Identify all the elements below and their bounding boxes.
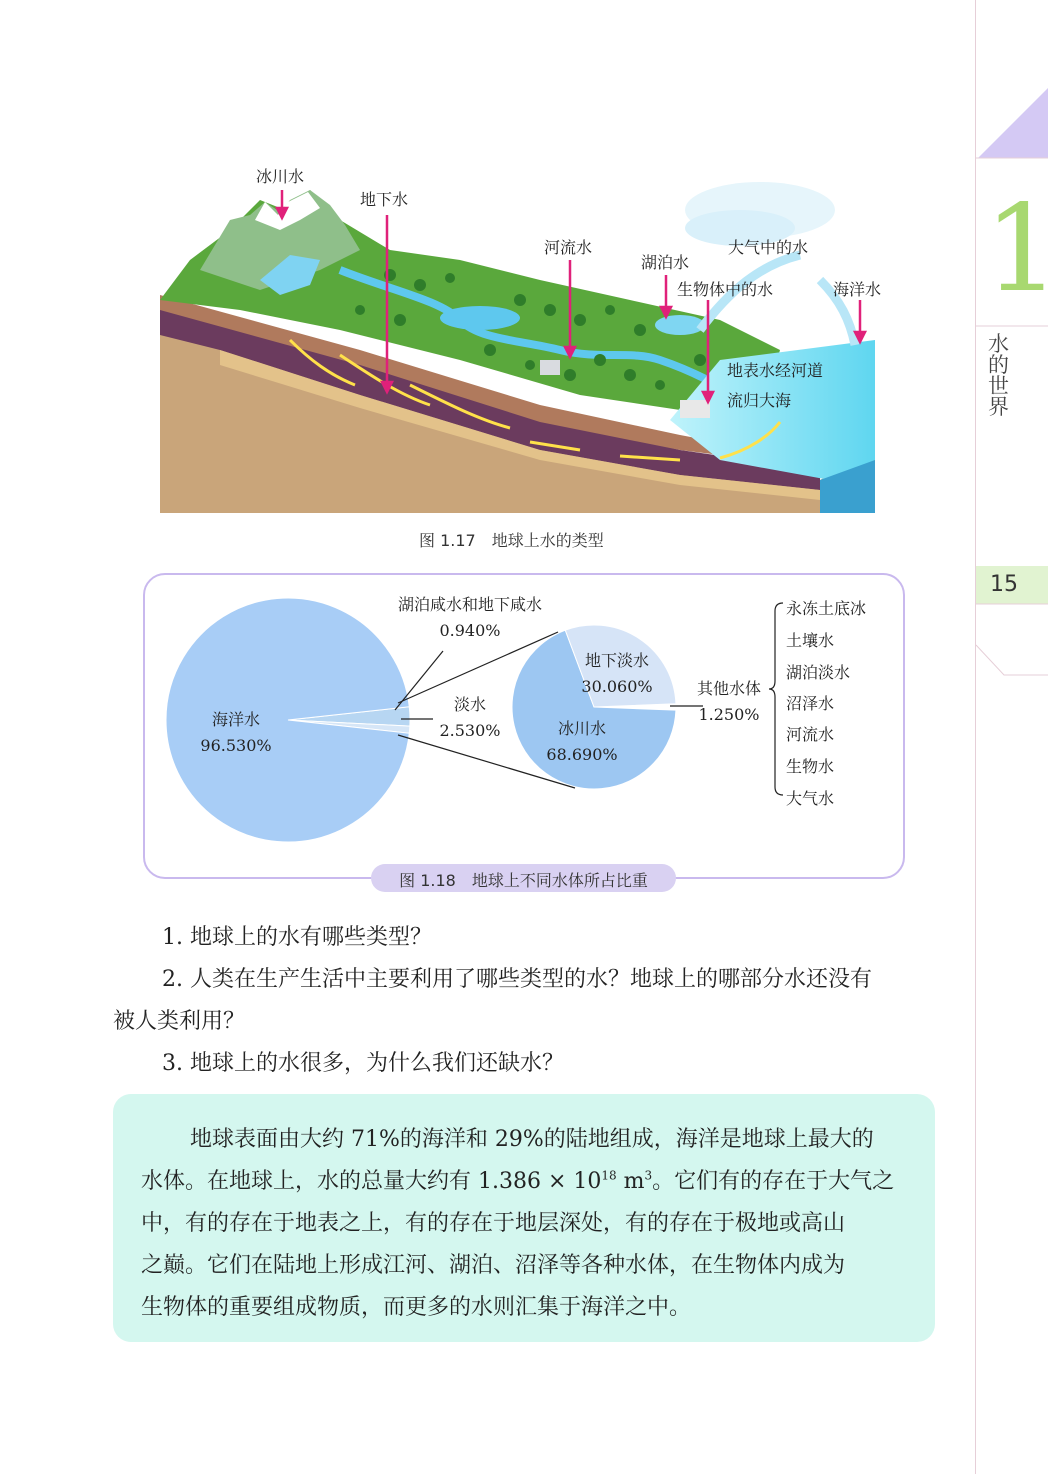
label-surface-water-2: 流归大海: [727, 391, 792, 410]
other-water-item: 永冻土底冰: [786, 599, 867, 618]
label-surface-water-1: 地表水经河道: [727, 361, 824, 380]
label-groundwater: 地下水: [360, 190, 409, 209]
info-line-5: 生物体的重要组成物质，而更多的水则汇集于海洋之中。: [141, 1295, 692, 1320]
question-1: 1. 地球上的水有哪些类型？: [162, 925, 432, 950]
label-atmospheric-water: 大气中的水: [728, 238, 809, 257]
label-fresh-groundwater: 地下淡水 30.060%: [581, 651, 653, 696]
figure-117-caption: 图 1.17 地球上水的类型: [419, 531, 604, 550]
chapter-number: 1: [984, 180, 1060, 319]
chapter-title: 水的世界: [988, 332, 1009, 419]
figure-118-caption-box: [371, 864, 676, 892]
page-number: 15: [990, 572, 1018, 597]
info-line-4: 之巅。它们在陆地上形成江河、湖泊、沼泽等各种水体，在生物体内成为: [141, 1253, 846, 1278]
label-river-water: 河流水: [544, 238, 593, 257]
other-water-item: 生物水: [786, 757, 835, 776]
label-organism-water: 生物体中的水: [677, 280, 774, 299]
label-ocean: 海洋水 96.530%: [200, 710, 272, 755]
brace: [769, 603, 783, 795]
info-line-2: 水体。在地球上，水的总量大约有 $1.386 \times 10^{18}$ $m^3$。它们有的存在于大气之: [141, 1168, 895, 1194]
label-freshwater: 淡水 2.530%: [439, 695, 501, 740]
label-lake-water: 湖泊水: [641, 253, 690, 272]
label-ocean-water: 海洋水: [833, 280, 882, 299]
label-glacier: 冰川水 68.690%: [546, 719, 618, 764]
info-line-1: 地球表面由大约 71%的海洋和 29%的陆地组成，海洋是地球上最大的: [190, 1127, 874, 1152]
other-water-item: 湖泊淡水: [786, 663, 851, 682]
label-other-water: 其他水体 1.250%: [696, 679, 761, 724]
other-water-item: 河流水: [786, 725, 835, 744]
question-2-line-1: 2. 人类在生产生活中主要利用了哪些类型的水？地球上的哪部分水还没有: [162, 967, 872, 992]
label-glacier-water: 冰川水: [256, 167, 305, 186]
question-2-line-2: 被人类利用？: [113, 1009, 246, 1034]
other-water-item: 土壤水: [786, 631, 835, 650]
info-line-3: 中，有的存在于地表之上，有的存在于地层深处，有的存在于极地或高山: [141, 1211, 846, 1236]
other-water-item: 大气水: [786, 789, 835, 808]
question-3: 3. 地球上的水很多，为什么我们还缺水？: [162, 1051, 564, 1076]
water-types-illustration: [160, 160, 875, 513]
figure-118-caption: 图 1.18 地球上不同水体所占比重: [399, 871, 648, 890]
other-water-item: 沼泽水: [786, 694, 835, 713]
label-saltwater: 湖泊咸水和地下咸水 0.940%: [397, 595, 542, 640]
